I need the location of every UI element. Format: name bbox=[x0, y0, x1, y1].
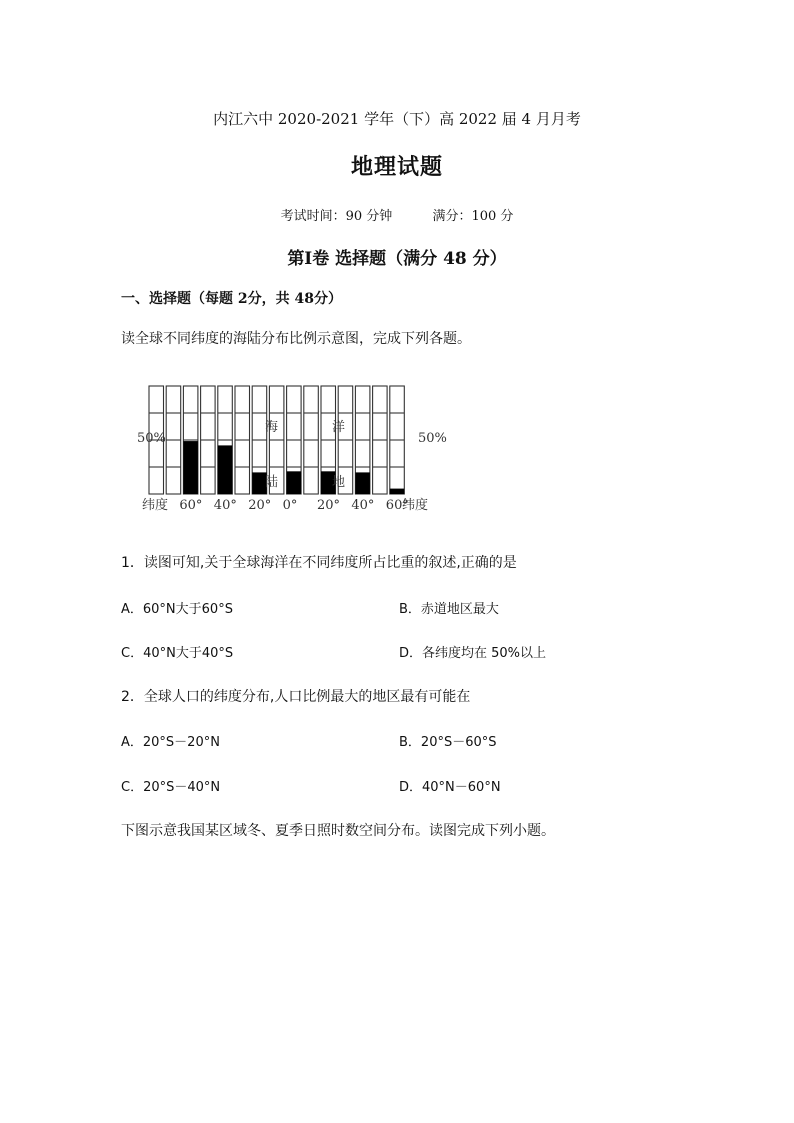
question-2-option-d: D．40°N－60°N bbox=[399, 780, 501, 795]
land-bar bbox=[287, 471, 302, 494]
question-intro-2: 下图示意我国某区域冬、夏季日照时数空间分布。读图完成下列小题。 bbox=[121, 823, 555, 839]
part-title: 一、选择题（每题 2分，共 48分） bbox=[121, 291, 342, 307]
exam-score: 满分：100 分 bbox=[432, 209, 514, 224]
latitude-tick-label: 0° bbox=[282, 498, 298, 513]
exam-time: 考试时间：90 分钟 bbox=[280, 209, 393, 224]
latitude-tick-label: 60° bbox=[179, 498, 203, 513]
question-1-option-d: D．各纬度均在 50%以上 bbox=[399, 646, 547, 661]
question-2-option-a: A．20°S－20°N bbox=[121, 735, 220, 750]
axis-label-left: 纬度 bbox=[142, 498, 169, 513]
question-1-option-c: C．40°N大于40°S bbox=[121, 646, 234, 661]
left-50-label: 50% bbox=[137, 431, 166, 446]
section-title: 第Ⅰ卷 选择题（满分 48 分） bbox=[287, 249, 507, 269]
land-bar bbox=[183, 441, 198, 494]
question-1-stem: 1．读图可知,关于全球海洋在不同纬度所占比重的叙述,正确的是 bbox=[121, 555, 517, 571]
latitude-tick-label: 60° bbox=[385, 498, 409, 513]
area-label-land-2: 地 bbox=[332, 475, 346, 490]
exam-header: 内江六中 2020-2021 学年（下）高 2022 届 4 月月考 bbox=[213, 110, 581, 128]
land-bar bbox=[390, 489, 405, 494]
right-50-label: 50% bbox=[418, 431, 447, 446]
question-2-stem: 2．全球人口的纬度分布,人口比例最大的地区最有可能在 bbox=[121, 689, 471, 705]
area-label-sea-1: 海 bbox=[265, 420, 279, 435]
land-sea-ratio-chart bbox=[132, 380, 452, 520]
question-1-option-b: B．赤道地区最大 bbox=[399, 602, 499, 617]
latitude-tick-label: 40° bbox=[351, 498, 375, 513]
exam-meta bbox=[0, 205, 794, 224]
latitude-tick-label: 20° bbox=[248, 498, 272, 513]
land-bar bbox=[218, 445, 233, 494]
latitude-tick-label: 20° bbox=[317, 498, 341, 513]
area-label-land-1: 陆 bbox=[265, 475, 279, 490]
land-bar bbox=[355, 472, 370, 494]
axis-label-right: 纬度 bbox=[402, 498, 429, 513]
question-1-option-a: A．60°N大于60°S bbox=[121, 602, 233, 617]
question-2-option-b: B．20°S－60°S bbox=[399, 735, 497, 750]
question-intro-1: 读全球不同纬度的海陆分布比例示意图，完成下列各题。 bbox=[121, 331, 471, 347]
area-label-sea-2: 洋 bbox=[332, 420, 346, 435]
latitude-tick-label: 40° bbox=[213, 498, 237, 513]
page-title: 地理试题 bbox=[350, 154, 443, 180]
question-2-option-c: C．20°S－40°N bbox=[121, 780, 221, 795]
